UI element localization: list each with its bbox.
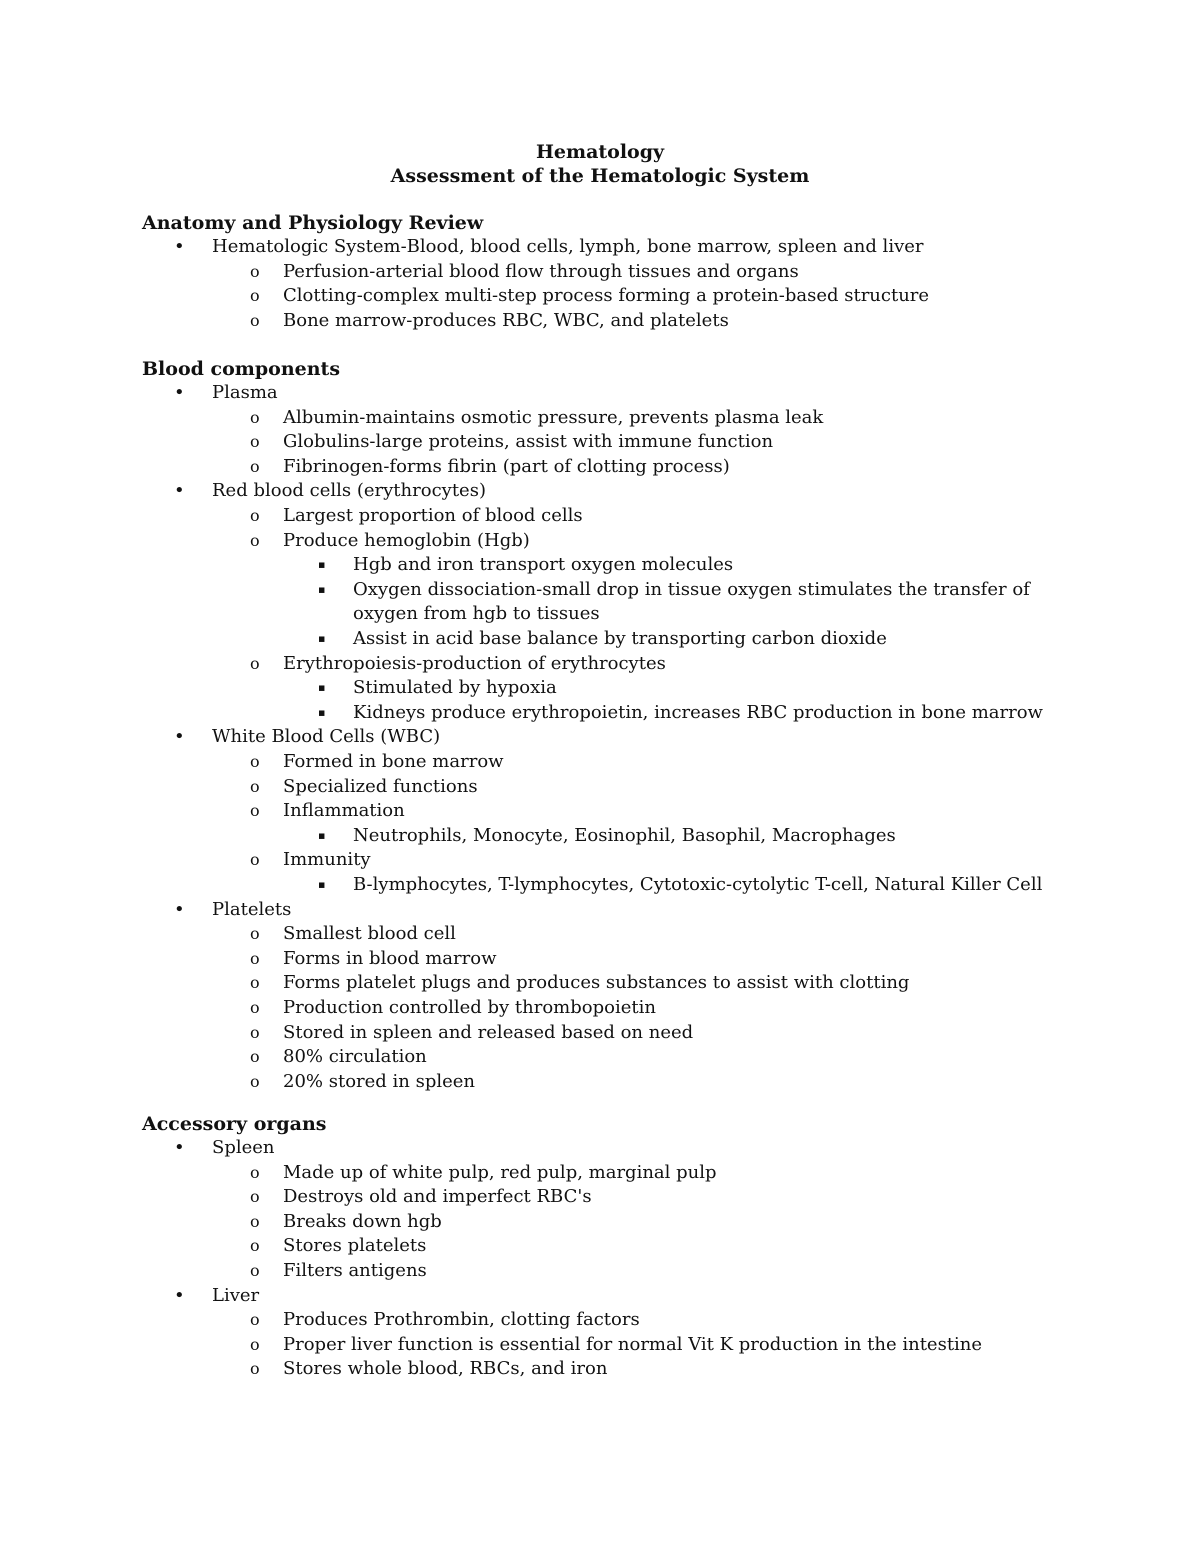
section-heading: Anatomy and Physiology Review bbox=[142, 212, 484, 234]
list-item: Bone marrow-produces RBC, WBC, and platelets bbox=[283, 309, 729, 331]
bullet-marker: • bbox=[174, 1137, 185, 1158]
circle-marker: o bbox=[250, 1359, 260, 1379]
list-item: Stimulated by hypoxia bbox=[353, 677, 557, 699]
list-item: B-lymphocytes, T-lymphocytes, Cytotoxic-cytolytic T-cell, Natural Killer Cell bbox=[353, 874, 1043, 895]
circle-marker: o bbox=[250, 261, 260, 281]
list-item: Kidneys produce erythropoietin, increases RBC production in bone marrow bbox=[353, 701, 1043, 723]
bullet-marker: • bbox=[174, 898, 185, 920]
list-item: Globulins-large proteins, assist with immune function bbox=[283, 431, 774, 453]
circle-marker: o bbox=[250, 1047, 260, 1067]
circle-marker: o bbox=[250, 1310, 260, 1330]
list-item: Production controlled by thrombopoietin bbox=[283, 997, 656, 1018]
list-item: Proper liver function is essential for normal Vit K production in the intestine bbox=[283, 1333, 983, 1355]
list-item-continuation: oxygen from hgb to tissues bbox=[353, 603, 600, 625]
square-marker: ▪ bbox=[318, 558, 326, 572]
square-marker: ▪ bbox=[318, 828, 326, 842]
circle-marker: o bbox=[250, 286, 260, 306]
list-item: Immunity bbox=[283, 849, 371, 871]
list-item: Produces Prothrombin, clotting factors bbox=[283, 1309, 640, 1331]
list-item: Assist in acid base balance by transporting carbon dioxide bbox=[353, 628, 887, 649]
circle-marker: o bbox=[250, 801, 260, 821]
circle-marker: o bbox=[250, 530, 260, 550]
list-item: Oxygen dissociation-small drop in tissue oxygen stimulates the transfer of bbox=[353, 578, 1030, 600]
circle-marker: o bbox=[250, 1334, 260, 1354]
list-item: Formed in bone marrow bbox=[283, 751, 504, 772]
document-title: Hematology bbox=[535, 141, 665, 163]
circle-marker: o bbox=[250, 1211, 260, 1231]
circle-marker: o bbox=[250, 653, 260, 673]
list-item: Filters antigens bbox=[283, 1260, 427, 1281]
circle-marker: o bbox=[250, 432, 260, 452]
circle-marker: o bbox=[250, 776, 260, 796]
list-item: Erythropoiesis-production of erythrocytes bbox=[283, 652, 666, 674]
list-item: Albumin-maintains osmotic pressure, prevents plasma leak bbox=[283, 406, 824, 428]
bullet-marker: • bbox=[174, 382, 185, 403]
circle-marker: o bbox=[250, 310, 260, 330]
list-item: Neutrophils, Monocyte, Eosinophil, Basophil, Macrophages bbox=[353, 824, 896, 846]
square-marker: ▪ bbox=[318, 705, 326, 719]
circle-marker: o bbox=[250, 1162, 260, 1182]
section-heading: Accessory organs bbox=[142, 1113, 327, 1135]
list-item: Smallest blood cell bbox=[283, 923, 456, 945]
bullet-marker: • bbox=[174, 236, 185, 257]
list-item: Forms in blood marrow bbox=[283, 947, 497, 969]
list-item: Fibrinogen-forms fibrin (part of clotting process) bbox=[283, 455, 730, 477]
circle-marker: o bbox=[250, 752, 260, 771]
circle-marker: o bbox=[250, 998, 260, 1017]
list-item: Stores whole blood, RBCs, and iron bbox=[283, 1358, 608, 1380]
circle-marker: o bbox=[250, 1187, 260, 1207]
list-item: Platelets bbox=[212, 898, 292, 920]
bullet-marker: • bbox=[174, 1284, 185, 1306]
list-item: Red blood cells (erythrocytes) bbox=[212, 480, 486, 502]
list-item: Forms platelet plugs and produces substances to assist with clotting bbox=[283, 972, 910, 994]
list-item: Specialized functions bbox=[283, 775, 478, 797]
circle-marker: o bbox=[250, 850, 260, 870]
circle-marker: o bbox=[250, 1261, 260, 1280]
square-marker: ▪ bbox=[318, 681, 326, 695]
circle-marker: o bbox=[250, 407, 260, 427]
list-item: Stored in spleen and released based on need bbox=[283, 1021, 694, 1043]
bullet-marker: • bbox=[174, 726, 185, 748]
list-item: Perfusion-arterial blood flow through tissues and organs bbox=[283, 260, 799, 282]
list-item: Largest proportion of blood cells bbox=[283, 505, 583, 526]
circle-marker: o bbox=[250, 506, 260, 525]
list-item: Hematologic System-Blood, blood cells, lymph, bone marrow, spleen and liver bbox=[212, 236, 924, 257]
list-item: Destroys old and imperfect RBC's bbox=[283, 1186, 592, 1208]
list-item: 20% stored in spleen bbox=[283, 1070, 476, 1092]
section-heading: Blood components bbox=[142, 358, 341, 380]
list-item: White Blood Cells (WBC) bbox=[212, 726, 441, 748]
square-marker: ▪ bbox=[318, 582, 326, 596]
list-item: Plasma bbox=[212, 382, 278, 403]
list-item: Clotting-complex multi-step process forming a protein-based structure bbox=[283, 285, 930, 307]
list-item: Inflammation bbox=[283, 800, 405, 822]
list-item: 80% circulation bbox=[283, 1046, 427, 1068]
list-item: Made up of white pulp, red pulp, marginal pulp bbox=[283, 1161, 717, 1183]
bullet-marker: • bbox=[174, 480, 185, 502]
list-item: Stores platelets bbox=[283, 1235, 427, 1257]
list-item: Breaks down hgb bbox=[283, 1210, 442, 1232]
square-marker: ▪ bbox=[318, 878, 326, 891]
list-item: Produce hemoglobin (Hgb) bbox=[283, 529, 530, 551]
document-subtitle: Assessment of the Hematologic System bbox=[390, 165, 810, 187]
circle-marker: o bbox=[250, 1236, 260, 1256]
circle-marker: o bbox=[250, 948, 260, 968]
circle-marker: o bbox=[250, 973, 260, 993]
circle-marker: o bbox=[250, 1022, 260, 1042]
list-item: Spleen bbox=[212, 1137, 275, 1158]
circle-marker: o bbox=[250, 924, 260, 944]
square-marker: ▪ bbox=[318, 632, 326, 645]
list-item: Liver bbox=[212, 1284, 260, 1306]
list-item: Hgb and iron transport oxygen molecules bbox=[353, 554, 734, 576]
circle-marker: o bbox=[250, 456, 260, 476]
circle-marker: o bbox=[250, 1071, 260, 1091]
